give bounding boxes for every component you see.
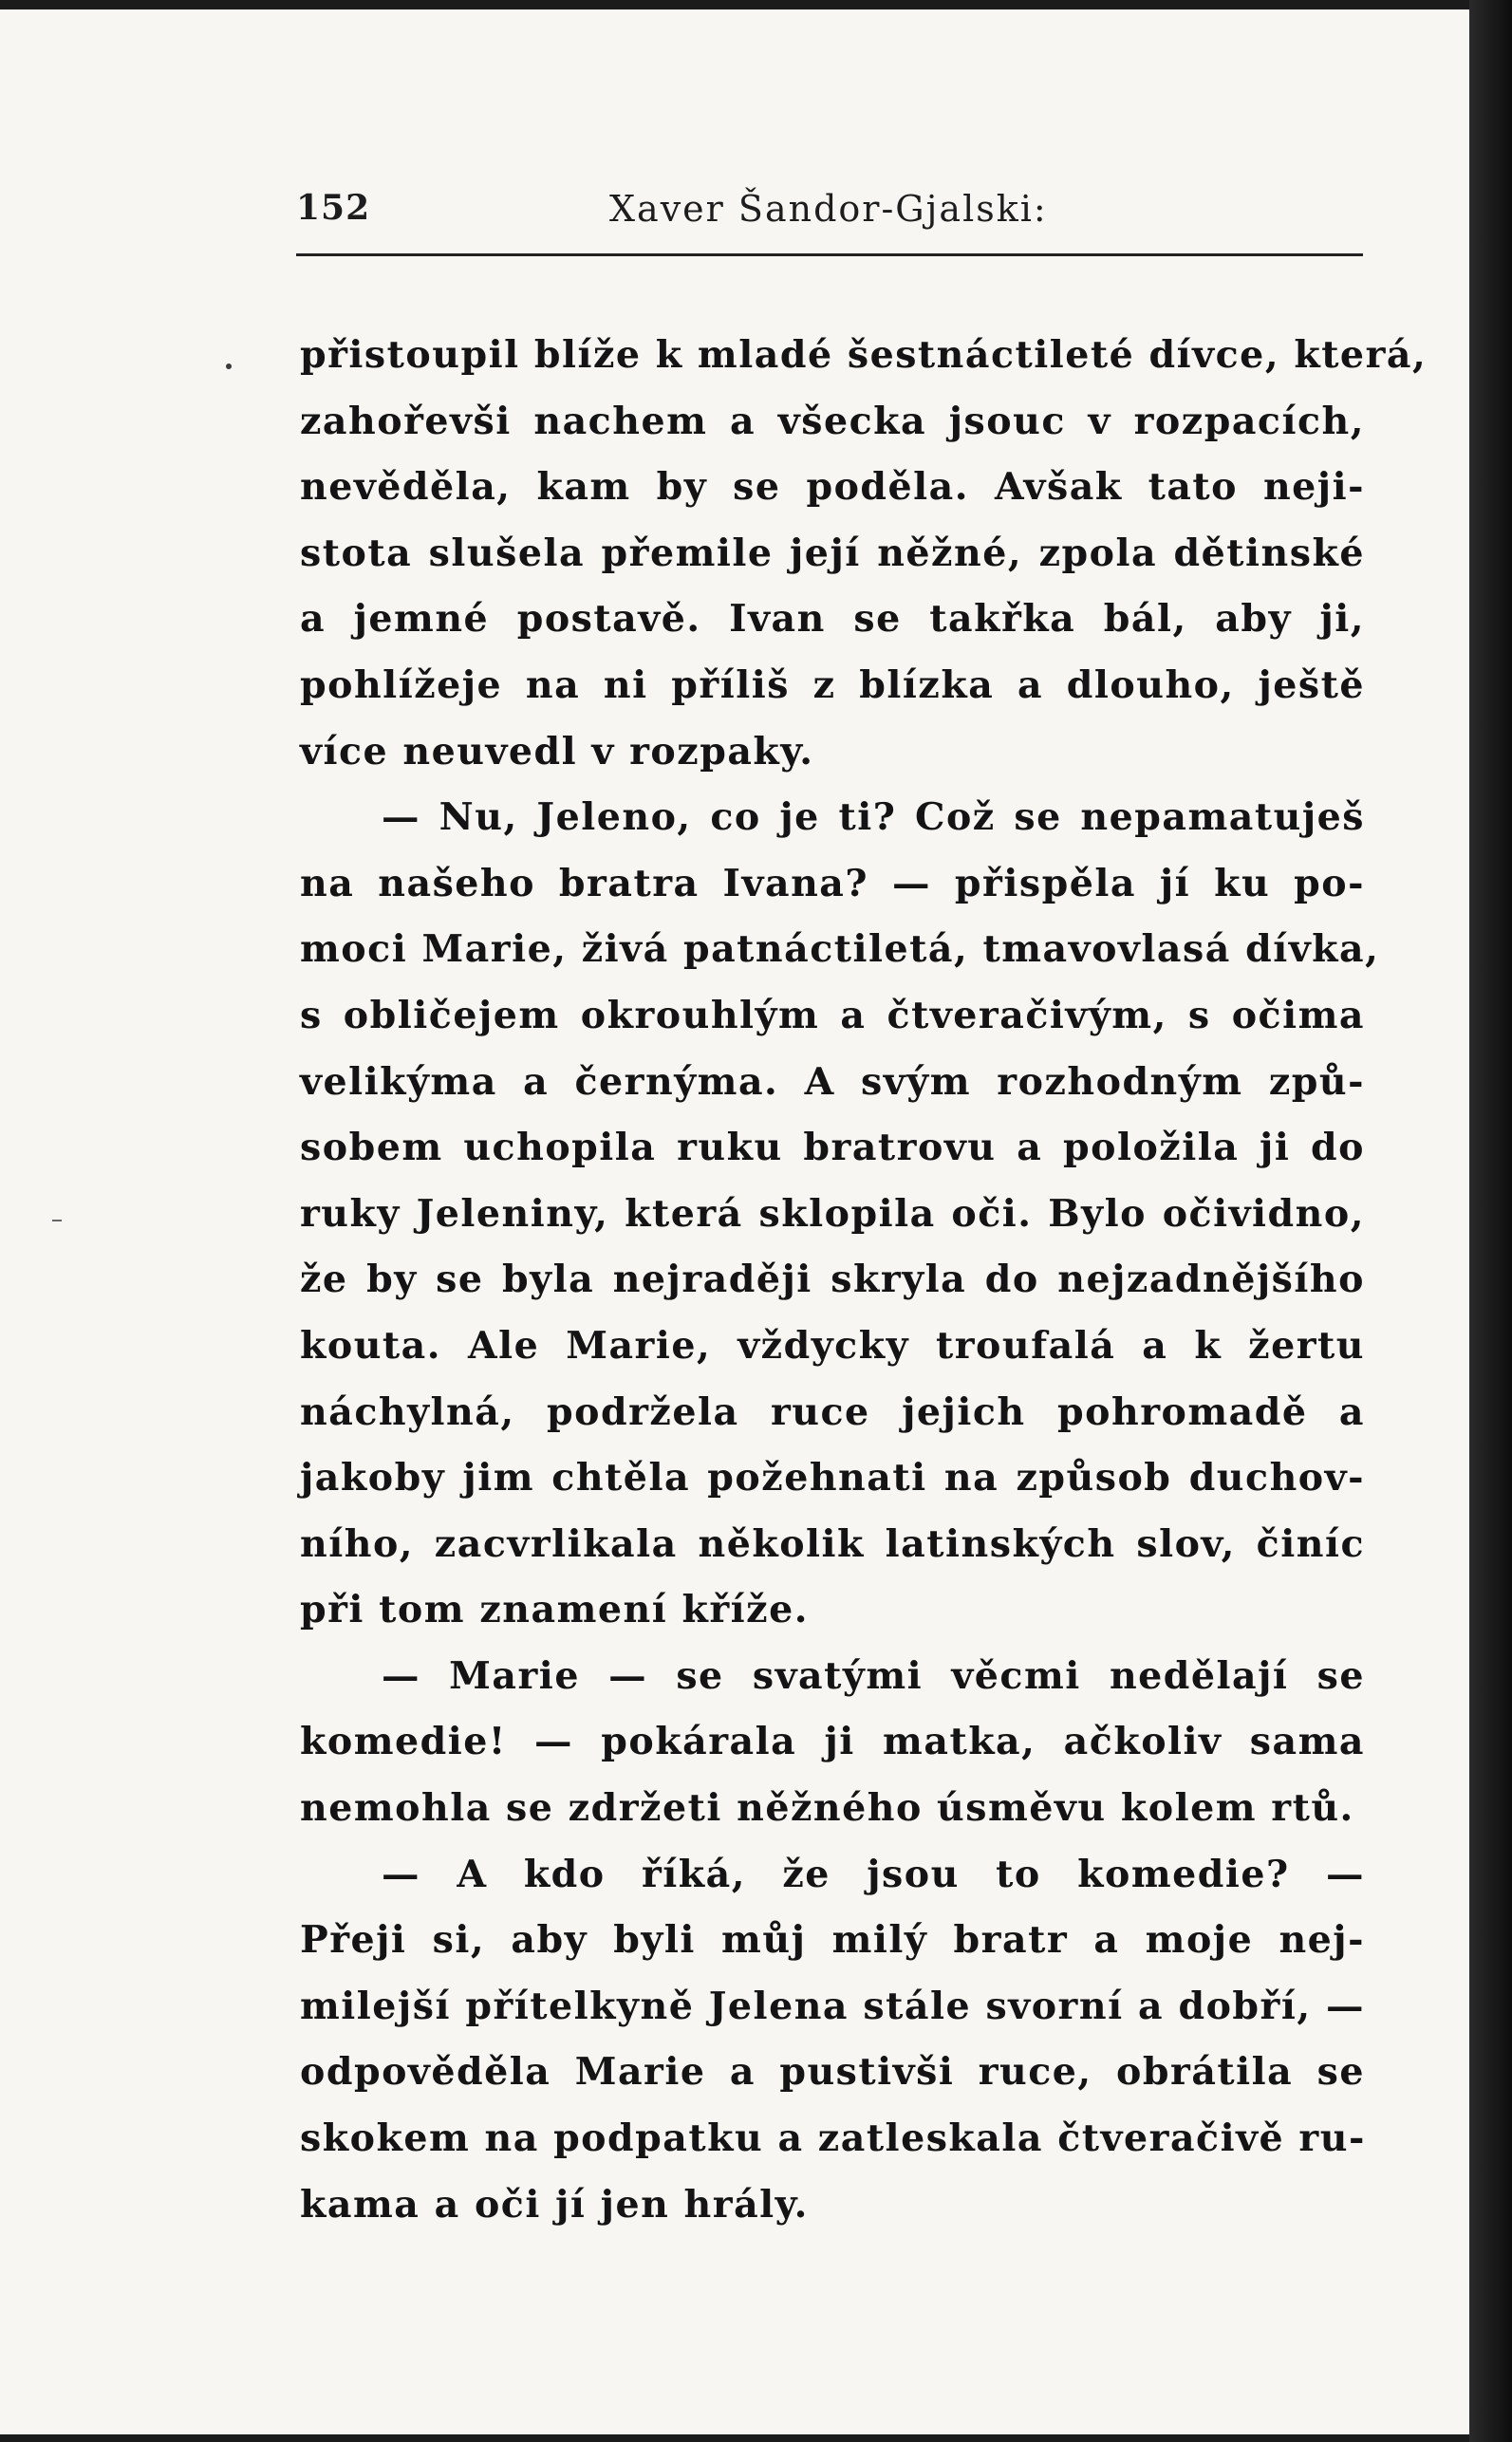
text-line: s obličejem okrouhlým a čtveračivým, s očima	[300, 993, 1365, 1037]
page-number: 152	[296, 188, 371, 228]
text-line: milejší přítelkyně Jelena stále svorní a dobří, —	[300, 1984, 1365, 2028]
page	[0, 9, 1469, 2434]
text-line: více neuvedl v rozpaky.	[300, 729, 814, 774]
text-line: — Nu, Jeleno, co je ti? Což se nepamatuješ	[382, 795, 1365, 840]
print-speck	[226, 364, 232, 369]
text-line: pohlížeje na ni příliš z blízka a dlouho, ještě	[300, 662, 1365, 707]
text-line: nemohla se zdržeti něžného úsměvu kolem rtů.	[300, 1786, 1354, 1831]
page-header	[296, 188, 1367, 245]
text-line: velikýma a černýma. A svým rozhodným způ-	[300, 1059, 1365, 1104]
text-line: komedie! — pokárala ji matka, ačkoliv sama	[300, 1720, 1365, 1764]
text-line: ního, zacvrlikala několik latinských slov, činíc	[300, 1521, 1365, 1566]
text-line: Přeji si, aby byli můj milý bratr a moje nej-	[300, 1918, 1365, 1963]
book-binding-edge	[1469, 0, 1512, 2442]
running-title: Xaver Šandor-Gjalski:	[609, 188, 1048, 230]
text-line: — Marie — se svatými věcmi nedělají se	[382, 1653, 1365, 1698]
body-text	[300, 323, 1428, 2238]
header-rule	[296, 253, 1363, 256]
text-line: kama a oči jí jen hrály.	[300, 2182, 809, 2227]
text-line: stota slušela přemile její něžné, zpola dětinské	[300, 531, 1365, 575]
text-line: na našeho bratra Ivana? — přispěla jí ku po-	[300, 861, 1365, 905]
text-line: náchylná, podržela ruce jejich pohromadě a	[300, 1389, 1365, 1434]
text-line: sobem uchopila ruku bratrovu a položila ji do	[300, 1126, 1365, 1170]
text-line: ruky Jeleniny, která sklopila oči. Bylo očividno,	[300, 1191, 1365, 1236]
text-line: jakoby jim chtěla požehnati na způsob duchov-	[300, 1456, 1365, 1501]
text-line: při tom znamení kříže.	[300, 1588, 809, 1632]
text-line: že by se byla nejraději skryla do nejzadnějšího	[300, 1258, 1365, 1302]
text-line: zahořevši nachem a všecka jsouc v rozpacích,	[300, 399, 1365, 443]
text-line: přistoupil blíže k mladé šestnáctileté dívce, která,	[300, 333, 1428, 377]
text-line: moci Marie, živá patnáctiletá, tmavovlasá dívka,	[300, 927, 1380, 972]
text-line: skokem na podpatku a zatleskala čtveračivě ru-	[300, 2116, 1366, 2161]
text-line: kouta. Ale Marie, vždycky troufalá a k žertu	[300, 1323, 1365, 1368]
text-line: — A kdo říká, že jsou to komedie? —	[382, 1852, 1365, 1896]
text-line: a jemné postavě. Ivan se takřka bál, aby ji,	[300, 597, 1365, 642]
text-line: odpověděla Marie a pustivši ruce, obrátila se	[300, 2050, 1365, 2095]
margin-mark	[52, 1220, 62, 1221]
text-line: nevěděla, kam by se poděla. Avšak tato neji-	[300, 465, 1365, 510]
